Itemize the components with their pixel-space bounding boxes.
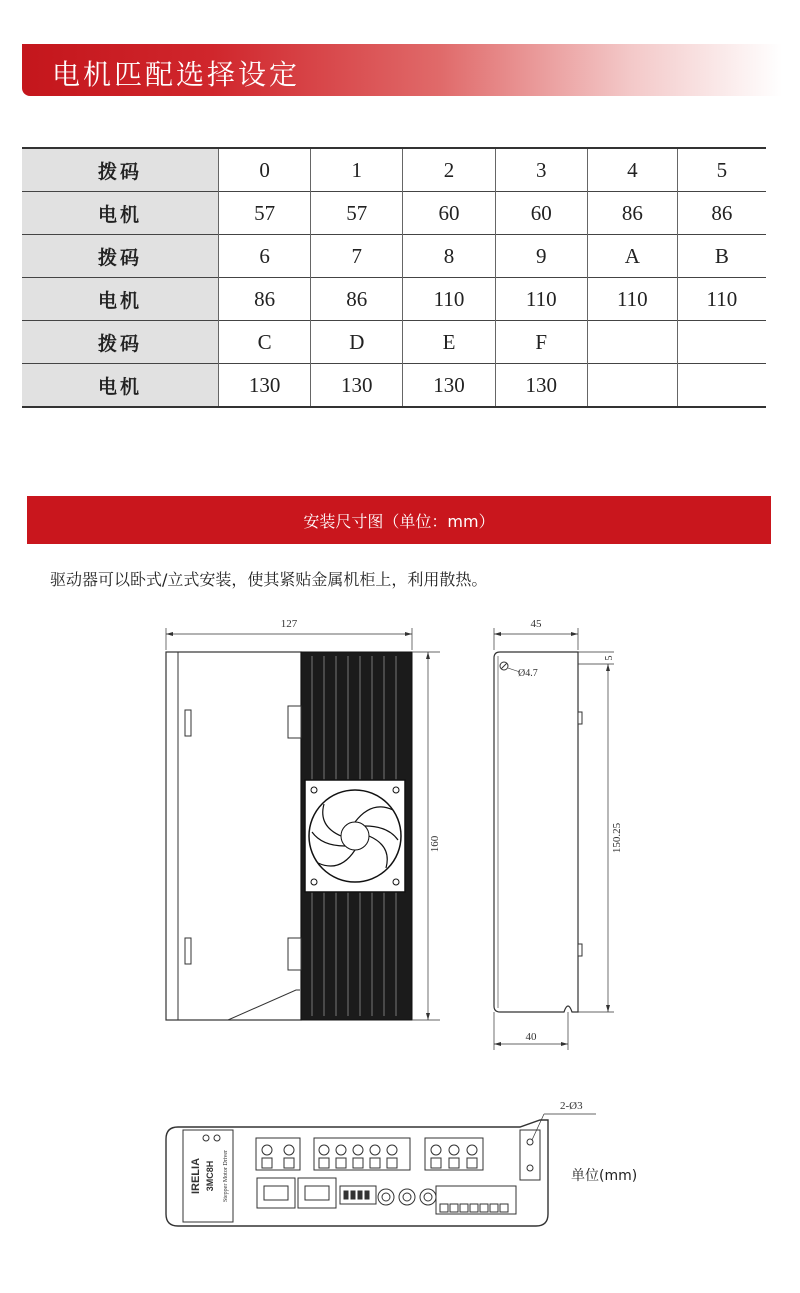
table-cell: D — [311, 321, 403, 364]
table-cell: C — [219, 321, 311, 364]
table-cell: 0 — [219, 148, 311, 192]
table-cell: 4 — [587, 148, 677, 192]
table-cell: 57 — [311, 192, 403, 235]
row-label: 拨码 — [22, 321, 219, 364]
table-cell: F — [495, 321, 587, 364]
table-cell: 60 — [403, 192, 495, 235]
row-label: 拨码 — [22, 148, 219, 192]
table-row — [22, 364, 766, 408]
table-cell: 5 — [677, 148, 766, 192]
install-description: 驱动器可以卧式/立式安装，使其紧贴金属机柜上，利用散热。 — [50, 570, 488, 589]
table-row — [22, 278, 766, 321]
table-cell: 130 — [495, 364, 587, 408]
table-cell: B — [677, 235, 766, 278]
table-cell: 86 — [219, 278, 311, 321]
table-cell: E — [403, 321, 495, 364]
table-cell: 57 — [219, 192, 311, 235]
model-label: 3MC8H — [205, 1160, 215, 1192]
row-label: 拨码 — [22, 235, 219, 278]
side-view — [494, 618, 623, 1050]
table-cell: 130 — [311, 364, 403, 408]
table-cell: 6 — [219, 235, 311, 278]
table-cell: 110 — [495, 278, 587, 321]
table-row — [22, 148, 766, 192]
table-cell: 130 — [219, 364, 311, 408]
table-row — [22, 321, 766, 364]
front-view — [166, 618, 441, 1020]
dim-side-hole-span: 150.25 — [611, 822, 623, 854]
dim-front-width: 127 — [280, 618, 298, 630]
dim-side-top: 5 — [604, 655, 615, 661]
table-cell — [677, 364, 766, 408]
table-cell: 110 — [403, 278, 495, 321]
unit-label: 单位(mm) — [571, 1168, 638, 1184]
table-cell: 86 — [311, 278, 403, 321]
table-cell — [587, 321, 677, 364]
dim-bottom-holes: 2-Ø3 — [560, 1100, 583, 1112]
table-row — [22, 192, 766, 235]
table-cell: 2 — [403, 148, 495, 192]
install-dimensions-title: 安装尺寸图（单位：mm） — [303, 511, 495, 531]
dim-side-bottom: 40 — [525, 1031, 537, 1043]
terminal-view — [166, 1100, 596, 1226]
row-label: 电机 — [22, 278, 219, 321]
row-label: 电机 — [22, 192, 219, 235]
table-cell: 8 — [403, 235, 495, 278]
subtitle-label: Stepper Motor Driver — [223, 1150, 229, 1202]
dim-hole-dia: Ø4.7 — [518, 668, 538, 679]
row-label: 电机 — [22, 364, 219, 408]
table-cell — [677, 321, 766, 364]
install-dimensions-bar — [27, 496, 771, 544]
page-title: 电机匹配选择设定 — [52, 58, 301, 91]
table-cell: 110 — [677, 278, 766, 321]
table-cell: 60 — [495, 192, 587, 235]
table-cell: 110 — [587, 278, 677, 321]
dim-front-height: 160 — [429, 835, 441, 853]
motor-match-table — [22, 147, 766, 408]
table-cell: 1 — [311, 148, 403, 192]
table-cell: 3 — [495, 148, 587, 192]
table-cell: 7 — [311, 235, 403, 278]
table-cell: 9 — [495, 235, 587, 278]
table-cell: 86 — [677, 192, 766, 235]
table-cell: A — [587, 235, 677, 278]
dimension-drawing — [0, 600, 800, 1260]
table-row — [22, 235, 766, 278]
table-cell: 130 — [403, 364, 495, 408]
table-cell — [587, 364, 677, 408]
dim-side-width: 45 — [530, 618, 542, 630]
brand-label: IRELIA — [190, 1157, 202, 1195]
table-cell: 86 — [587, 192, 677, 235]
